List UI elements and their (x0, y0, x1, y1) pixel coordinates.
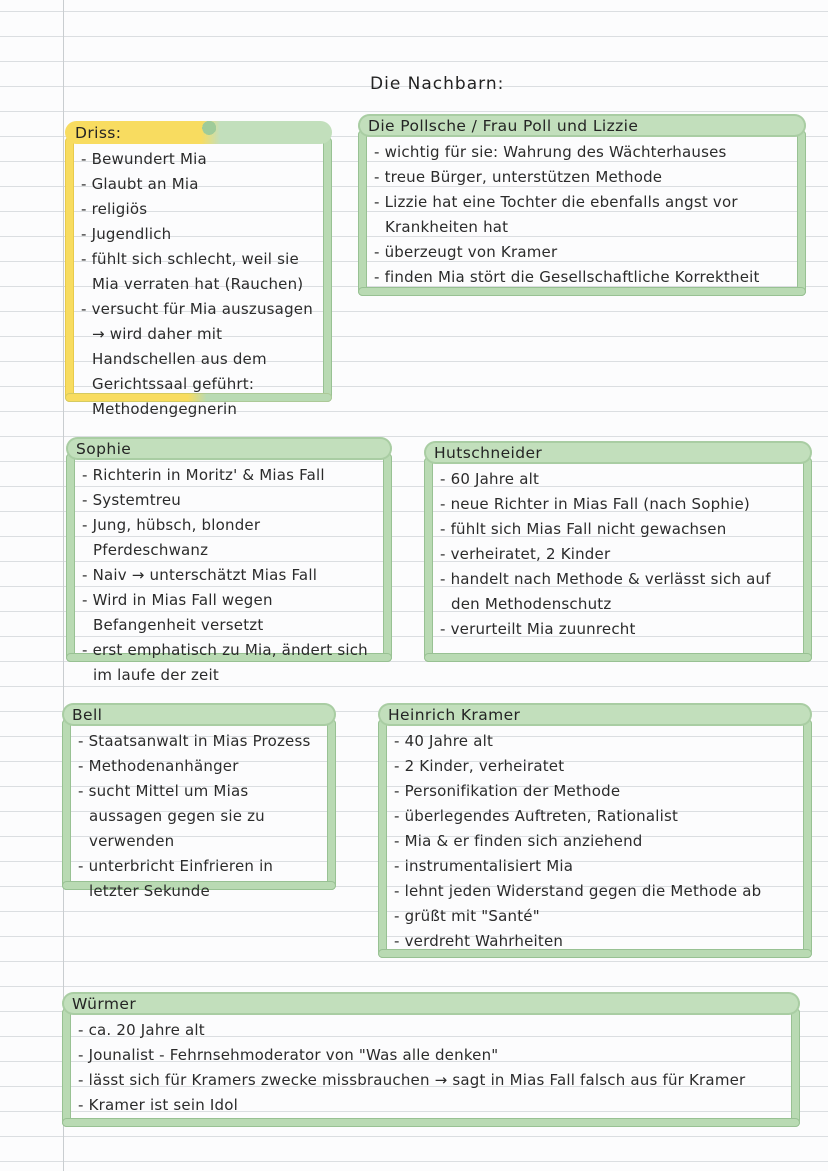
box-body (62, 726, 336, 916)
box-title: Würmer (72, 994, 137, 1013)
note-line: - grüßt mit "Santé" (394, 907, 540, 925)
note-box-hutschneider (424, 441, 812, 662)
note-line: - finden Mia stört die Gesellschaftliche Korrektheit (374, 268, 760, 286)
box-title: Sophie (76, 439, 132, 458)
page-title: Die Nachbarn: (370, 74, 505, 94)
box-body (378, 726, 812, 966)
note-line: - Jugendlich (81, 225, 172, 243)
highlight-header-green (62, 703, 336, 726)
note-line: - erst emphatisch zu Mia, ändert sich im laufe der zeit (82, 641, 368, 684)
note-line: - sucht Mittel um Mias aussagen gegen sie zu verwenden (78, 782, 265, 850)
note-line: - Methodenanhänger (78, 757, 239, 775)
note-line: - Glaubt an Mia (81, 175, 199, 193)
highlight-header-green (358, 114, 806, 137)
box-title: Bell (72, 705, 103, 724)
box-body (62, 1015, 800, 1130)
note-line: - Jung, hübsch, blonder Pferdeschwanz (82, 516, 261, 559)
highlight-header-green (66, 437, 392, 460)
note-line: - verheiratet, 2 Kinder (440, 545, 611, 563)
box-body (424, 464, 812, 654)
note-line: - Lizzie hat eine Tochter die ebenfalls angst vor Krankheiten hat (374, 193, 738, 236)
note-line: - instrumentalisiert Mia (394, 857, 574, 875)
note-line: - überlegendes Auftreten, Rationalist (394, 807, 679, 825)
note-line: - Bewundert Mia (81, 150, 207, 168)
note-box-sophie (66, 437, 392, 684)
note-line: - treue Bürger, unterstützen Methode (374, 168, 663, 186)
highlight-header-green (378, 703, 812, 726)
note-line: - fühlt sich schlecht, weil sie Mia verraten hat (Rauchen) (81, 250, 304, 293)
highlight-stripe-bottom (424, 653, 812, 662)
note-line: - handelt nach Methode & verlässt sich auf den Methodenschutz (440, 570, 771, 613)
note-line: - fühlt sich Mias Fall nicht gewachsen (440, 520, 727, 538)
note-line: - ca. 20 Jahre alt (78, 1021, 205, 1039)
note-line: - lässt sich für Kramers zwecke missbrauchen → sagt in Mias Fall falsch aus für Kramer (78, 1071, 746, 1089)
note-box-driss (65, 121, 332, 418)
box-title: Die Pollsche / Frau Poll und Lizzie (368, 116, 639, 135)
note-line: - verdreht Wahrheiten (394, 932, 564, 950)
note-line: - religiös (81, 200, 148, 218)
note-box-kramer (378, 703, 812, 958)
note-line: - Systemtreu (82, 491, 181, 509)
highlight-header-green (424, 441, 812, 464)
note-line: - Jounalist - Fehrnsehmoderator von "Was alle denken" (78, 1046, 499, 1064)
box-body (358, 137, 806, 302)
note-line: - Naiv → unterschätzt Mias Fall (82, 566, 318, 584)
note-box-pollsche (358, 114, 806, 296)
note-box-wuermer (62, 992, 800, 1127)
box-title: Driss: (75, 123, 122, 142)
box-title: Hutschneider (434, 443, 543, 462)
note-line: - 40 Jahre alt (394, 732, 494, 750)
note-line: - Kramer ist sein Idol (78, 1096, 238, 1114)
note-line: - verurteilt Mia zuunrecht (440, 620, 636, 638)
box-body (65, 144, 332, 434)
note-line: - überzeugt von Kramer (374, 243, 558, 261)
box-title: Heinrich Kramer (388, 705, 521, 724)
note-line: - wichtig für sie: Wahrung des Wächterhauses (374, 143, 727, 161)
note-line: - 60 Jahre alt (440, 470, 540, 488)
note-line: - lehnt jeden Widerstand gegen die Methode ab (394, 882, 762, 900)
note-line: - versucht für Mia auszusagen → wird daher mit Handschellen aus dem Gerichtssaal geführt: Methodengegnerin (81, 300, 313, 418)
note-line: - Staatsanwalt in Mias Prozess (78, 732, 311, 750)
note-line: - neue Richter in Mias Fall (nach Sophie) (440, 495, 750, 513)
note-line: - Richterin in Moritz' & Mias Fall (82, 466, 325, 484)
note-line: - Personifikation der Methode (394, 782, 621, 800)
box-body (66, 460, 392, 700)
highlight-header-green (62, 992, 800, 1015)
highlight-header-yellow-green (65, 121, 332, 144)
note-line: - Mia & er finden sich anziehend (394, 832, 643, 850)
note-box-bell (62, 703, 336, 900)
note-line: - Wird in Mias Fall wegen Befangenheit versetzt (82, 591, 273, 634)
note-line: - unterbricht Einfrieren in letzter Sekunde (78, 857, 274, 900)
note-line: - 2 Kinder, verheiratet (394, 757, 565, 775)
